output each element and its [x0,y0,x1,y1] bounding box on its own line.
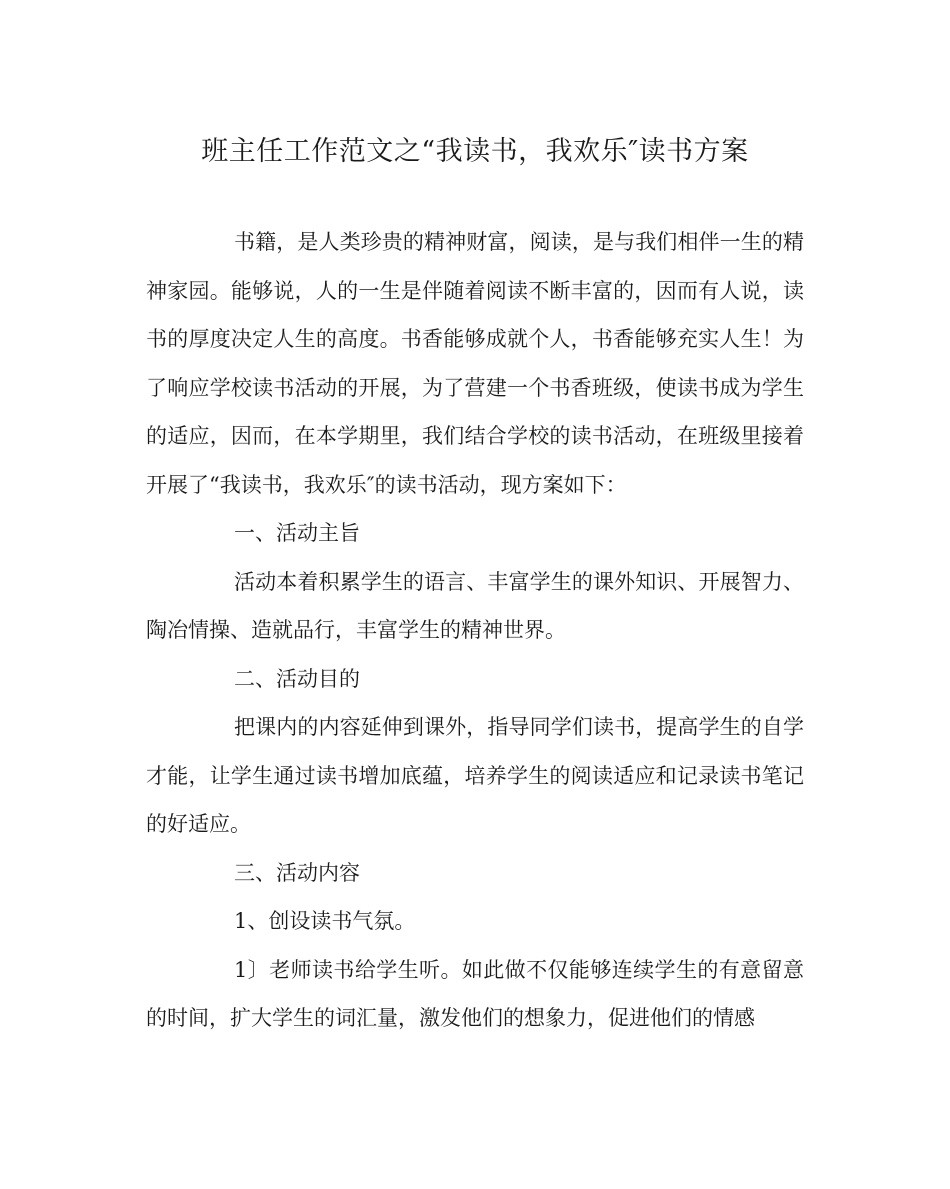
intro-paragraph: 书籍，是人类珍贵的精神财富，阅读，是与我们相伴一生的精神家园。能够说，人的一生是伴随着阅读不断丰富的，因而有人说，读书的厚度决定人生的高度。书香能够成就个人，书香能够充实人生！为了响应学校读书活动的开展，为了营建一个书香班级，使读书成为学生的适应，因而，在本学期里，我们结合学校的读书活动，在班级里接着开展了“我读书，我欢乐″的读书活动，现方案如下： [146,230,804,497]
content-subitem-1: 1〕老师读书给学生听。如此做不仅能够连续学生的有意留意的时间，扩大学生的词汇量，激发他们的想象力，促进他们的情感 [146,957,804,1030]
goal-paragraph: 把课内的内容延伸到课外，指导同学们读书，提高学生的自学才能，让学生通过读书增加底蕴，培养学生的阅读适应和记录读书笔记的好适应。 [146,715,804,836]
section-heading-purpose: 一、活动主旨 [234,521,360,545]
section-heading-goal: 二、活动目的 [234,666,360,691]
content-item-1: 1、创设读书气氛。 [234,909,416,933]
section-heading-content: 三、活动内容 [234,860,360,885]
document-title: 班主任工作范文之“我读书，我欢乐″读书方案 [201,136,749,167]
purpose-paragraph: 活动本着积累学生的语言、丰富学生的课外知识、开展智力、陶冶情操、造就品行，丰富学生的精神世界。 [146,569,804,642]
document-body [146,218,804,1043]
